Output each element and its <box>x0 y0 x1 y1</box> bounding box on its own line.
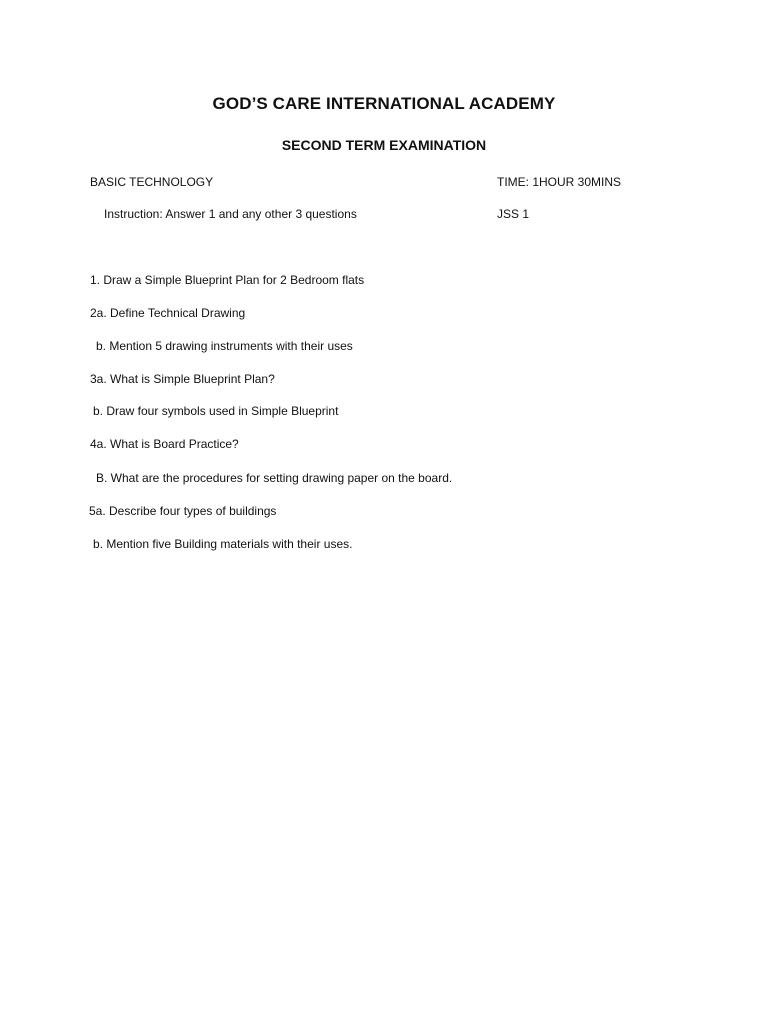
question-3b: b. Draw four symbols used in Simple Blueprint <box>93 404 339 418</box>
question-2b: b. Mention 5 drawing instruments with their uses <box>96 339 353 353</box>
school-title: GOD’S CARE INTERNATIONAL ACADEMY <box>212 94 556 113</box>
class-label: JSS 1 <box>497 207 530 221</box>
question-3a: 3a. What is Simple Blueprint Plan? <box>90 372 275 386</box>
question-2a: 2a. Define Technical Drawing <box>90 306 246 320</box>
instruction-text: Instruction: Answer 1 and any other 3 questions <box>104 207 357 221</box>
question-1: 1. Draw a Simple Blueprint Plan for 2 Bedroom flats <box>90 273 365 287</box>
question-4a: 4a. What is Board Practice? <box>90 437 239 451</box>
question-5b: b. Mention five Building materials with their uses. <box>93 537 353 551</box>
subject-label: BASIC TECHNOLOGY <box>90 175 214 189</box>
time-label: TIME: 1HOUR 30MINS <box>497 175 622 189</box>
question-4b: B. What are the procedures for setting drawing paper on the board. <box>96 471 453 485</box>
exam-title: SECOND TERM EXAMINATION <box>281 137 487 153</box>
question-5a: 5a. Describe four types of buildings <box>89 504 277 518</box>
